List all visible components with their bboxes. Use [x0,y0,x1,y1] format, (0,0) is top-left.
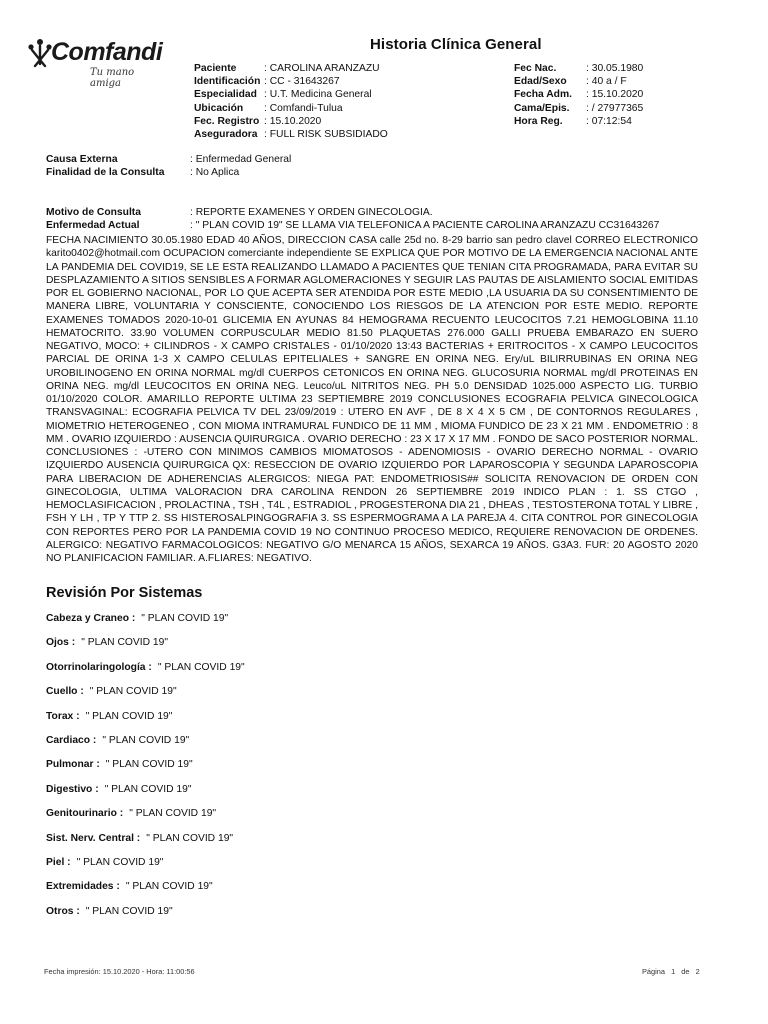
field-label: Ubicación [194,102,244,114]
review-item-label: Cuello : [46,686,84,698]
review-item-label: Piel : [46,856,71,868]
field-label: Fec Nac. [514,63,557,74]
review-item [46,711,245,735]
review-item-label: Extremidades : [46,881,120,893]
consult-info [46,153,291,179]
page-of: de [681,967,690,976]
review-item-label: Digestivo : [46,783,99,795]
review-item-value: " PLAN COVID 19" [129,808,217,820]
review-of-systems-list [46,613,245,930]
field-value: : 40 a / F [586,76,627,88]
page-label: Página [642,967,666,976]
review-item-label: Pulmonar : [46,759,100,771]
admission-info [514,62,643,128]
patient-row [194,128,388,141]
field-value: : 15.10.2020 [264,115,322,127]
review-item-label: Otros : [46,905,80,917]
review-item-value: " PLAN COVID 19" [105,759,193,771]
review-item [46,637,245,661]
patient-row [194,88,388,101]
field-value: : / 27977365 [586,102,644,114]
review-item [46,857,245,881]
review-item-label: Torax : [46,710,80,722]
review-item-value: " PLAN COVID 19" [76,856,164,868]
patient-row [194,62,388,75]
field-label: Fec. Registro [194,115,260,127]
field-value: : FULL RISK SUBSIDIADO [264,129,388,141]
review-item-value: " PLAN COVID 19" [89,686,177,698]
patient-row [194,75,388,88]
review-item-label: Ojos : [46,637,76,649]
review-item [46,613,245,637]
field-label: Motivo de Consulta [46,207,141,218]
review-item-value: " PLAN COVID 19" [146,832,234,844]
review-item [46,759,245,783]
admission-row [514,62,643,75]
field-value: : U.T. Medicina General [264,89,372,101]
review-title: Revisión Por Sistemas [46,585,203,601]
field-value: : " PLAN COVID 19" SE LLAMA VIA TELEFONICA A PACIENTE CAROLINA ARANZAZU CC31643267 [190,220,660,232]
review-item-label: Cardiaco : [46,734,97,746]
field-value: : REPORTE EXAMENES Y ORDEN GINECOLOGIA. [190,207,433,218]
admission-row [514,75,643,88]
comfandi-logo-icon [26,36,54,70]
review-item [46,833,245,857]
page-total: 2 [695,967,700,976]
admission-row [514,102,643,115]
review-item [46,662,245,686]
field-value: : Enfermedad General [190,154,292,165]
brand-tagline: Tu mano amiga [90,67,135,89]
field-value: : CC - 31643267 [264,76,340,88]
admission-row [514,115,643,128]
field-value: : No Aplica [190,167,240,179]
review-item-value: " PLAN COVID 19" [85,710,173,722]
consult-row [46,166,291,179]
field-label: Hora Reg. [514,115,563,127]
reason-row [46,206,659,219]
field-label: Aseguradora [194,129,258,141]
review-item [46,686,245,710]
reason-info [46,206,659,232]
document-title: Historia Clínica General [370,36,542,53]
field-value: : 30.05.1980 [586,63,644,74]
review-item [46,906,245,930]
brand-name: Comfandi [51,38,163,66]
current-illness-narrative: FECHA NACIMIENTO 30.05.1980 EDAD 40 AÑOS, DIRECCION CASA calle 25d no. 8-29 barrio san pedro clavel CORREO ELECTRONICO karito0402@hotmail.com OCUPACION comerciante independiente SE EXPLICA QUE POR MOTIVO DE LA EMERGENCIA NACIONAL ANTE LA PANDEMIA DEL COVID19, SE LE ESTA REALIZANDO LLAMADO A PACIENTES QUE TENIAN CITA PROGRAMADA, PARA EVITAR SU DESPLAZAMIENTO A SITIOS SENSIBLES A FORMAR AGLOMERACIONES Y SEGUIR LAS PAUTAS DE AISLAMIENTO SOCIAL EMITIDAS POR EL GOBIERNO NACIONAL, POR LO QUE ACEPTA SER ATENDIDA POR ESTE MEDIO ,LA USUARIA DA SU CONSENTIMIENTO DE MANERA LIBRE, VOLUNTARIA Y CONSCIENTE, CONOCIENDO LOS RIESGOS DE LA ATENCION POR ESTE MEDIO. REPORTE EXAMENES TOMADOS 2020-10-01 GLICEMIA EN AYUNAS 84 HEMOGRAMA RECUENTO LEUCOCITOS 7.21 HEMOGLOBINA 11.10 HEMATOCRITO. 33.90 VOLUMEN CORPUSCULAR MEDIO 81.50 PLAQUETAS 276.000 GALLI PRUEBA EMBARAZO EN SUERO NEGATIVO, MOCO: + CILINDROS - X CAMPO CRISTALES - 01/10/2020 13:43 BACTERIAS + ERITROCITOS - X CAMPO LEUCOCITOS PARCIAL DE ORINA 1-3 X CAMPO CELULAS EPITELIALES + SANGRE EN ORINA NEG. Ery/uL BILIRRUBINAS EN ORINA NEG UROBILINOGENO EN ORINA NORMAL mg/dl CUERPOS CETONICOS EN ORINA NEG. GLUCOSURIA NORMAL mg/dl PROTEINAS EN ORINA NEG. mg/dl LEUCOCITOS EN ORINA NEG. Leuco/uL NITRITOS NEG. PH 5.0 DENSIDAD 1025.000 ASPECTO LIG. TURBIO 01/10/2020 COLOR. AMARILLO REPORTE ULTIMA 23 SEPTIEMBRE 2019 CONCLUSIONES ECOGRAFIA PELVICA GINECOLOGICA TRANSVAGINAL: ECOGRAFIA PELVICA TV DEL 23/09/2019 : UTERO EN AVF , DE 8 X 4 X 5 CM , DE CONTORNOS REGULARES , MIOMETRIO HETEROGENEO , CON MIOMA INTRAMURAL FUNDICO DE 11 MM , MIOMA FUNDICO DE 23 X 21 MM . ENDOMETRIO : 8 MM . OVARIO IZQUIERDO : AUSENCIA QUIRURGICA . OVARIO DERECHO : 23 X 17 X 17 MM . FONDO DE SACO POSTERIOR NORMAL. CONCLUSIONES : -UTERO CON MINIMOS CAMBIOS MIOMATOSOS - ADENOMIOSIS - OVARIO DERECHO NORMAL - OVARIO IZQUIERDO AUSENCIA QUIRURGICA QX: RESECCION DE OVARIO IZQUIERDO POR LAPAROSCOPIA Y SEGUNDA LAPAROSCOPIA PARA LIBERACION DE ADHERENCIAS ALERGICOS: NIEGA PAT: ENDOMETRIOSIS## SOLICITA RENOVACION DE ORDEN CON GINECOLOGIA, ULTIMA VALORACION DRA CAROLINA RENDON 26 SEPTIEMBRE 2019 INDICO PLAN : 1. SS CTGO , HEMOCLASIFICACION , PROLACTINA , TSH , T4L , ESTRADIOL , PROGESTERONA DIA 21 , DHEAS , TESTOSTERONA TOTAL Y LIBRE , FSH Y LH , TP Y TTP 2. SS HISTEROSALPINGOGRAFIA 3. SS ESPERMOGRAMA A LA PAREJA 4. CITA CONTROL POR GINECOLOGIA CON REPORTES PERO POR LA PANDEMIA COVID 19 NO CONTINUO PROCESO MEDICO, REQUIERE RENOVACION DE ORDENES. ALERGICO: NEGATIVO FARMACOLOGICOS: NEGATIVO G/O MENARCA 15 AÑOS, SEXARCA 19 AÑOS. G3A3. FUR: 20 AGOSTO 2020 NO PLANIFICACION FAMILIAR. A.FLIARES: NEGATIVO. [46,235,698,564]
review-item [46,881,245,905]
reason-row [46,219,659,232]
field-label: Identificación [194,76,261,88]
field-label: Causa Externa [46,154,118,165]
review-item-label: Genitourinario : [46,808,124,820]
field-label: Paciente [194,63,237,74]
patient-info [194,62,388,141]
page-number [642,967,704,976]
field-label: Fecha Adm. [514,89,572,101]
review-item-label: Otorrinolaringología : [46,661,152,673]
review-item [46,808,245,832]
field-label: Edad/Sexo [514,76,567,88]
review-item-value: " PLAN COVID 19" [102,734,190,746]
review-item [46,784,245,808]
review-item-value: " PLAN COVID 19" [157,661,245,673]
page-current: 1 [671,967,676,976]
field-label: Enfermedad Actual [46,220,140,232]
patient-row [194,102,388,115]
consult-row [46,153,291,166]
review-item [46,735,245,759]
admission-row [514,88,643,101]
review-item-value: " PLAN COVID 19" [85,905,173,917]
patient-row [194,115,388,128]
review-item-label: Sist. Nerv. Central : [46,832,141,844]
field-value: : 07:12:54 [586,115,632,127]
field-label: Finalidad de la Consulta [46,167,165,179]
review-item-label: Cabeza y Craneo : [46,613,136,624]
print-timestamp: Fecha impresión: 15.10.2020 - Hora: 11:00:56 [44,967,195,976]
field-label: Cama/Epis. [514,102,570,114]
field-value: : 15.10.2020 [586,89,644,101]
field-value: : Comfandi-Tulua [264,102,343,114]
review-item-value: " PLAN COVID 19" [104,783,192,795]
field-label: Especialidad [194,89,257,101]
review-item-value: " PLAN COVID 19" [125,881,213,893]
comfandi-logo [26,36,166,89]
review-item-value: " PLAN COVID 19" [141,613,229,624]
field-value: : CAROLINA ARANZAZU [264,63,380,74]
review-item-value: " PLAN COVID 19" [81,637,169,649]
